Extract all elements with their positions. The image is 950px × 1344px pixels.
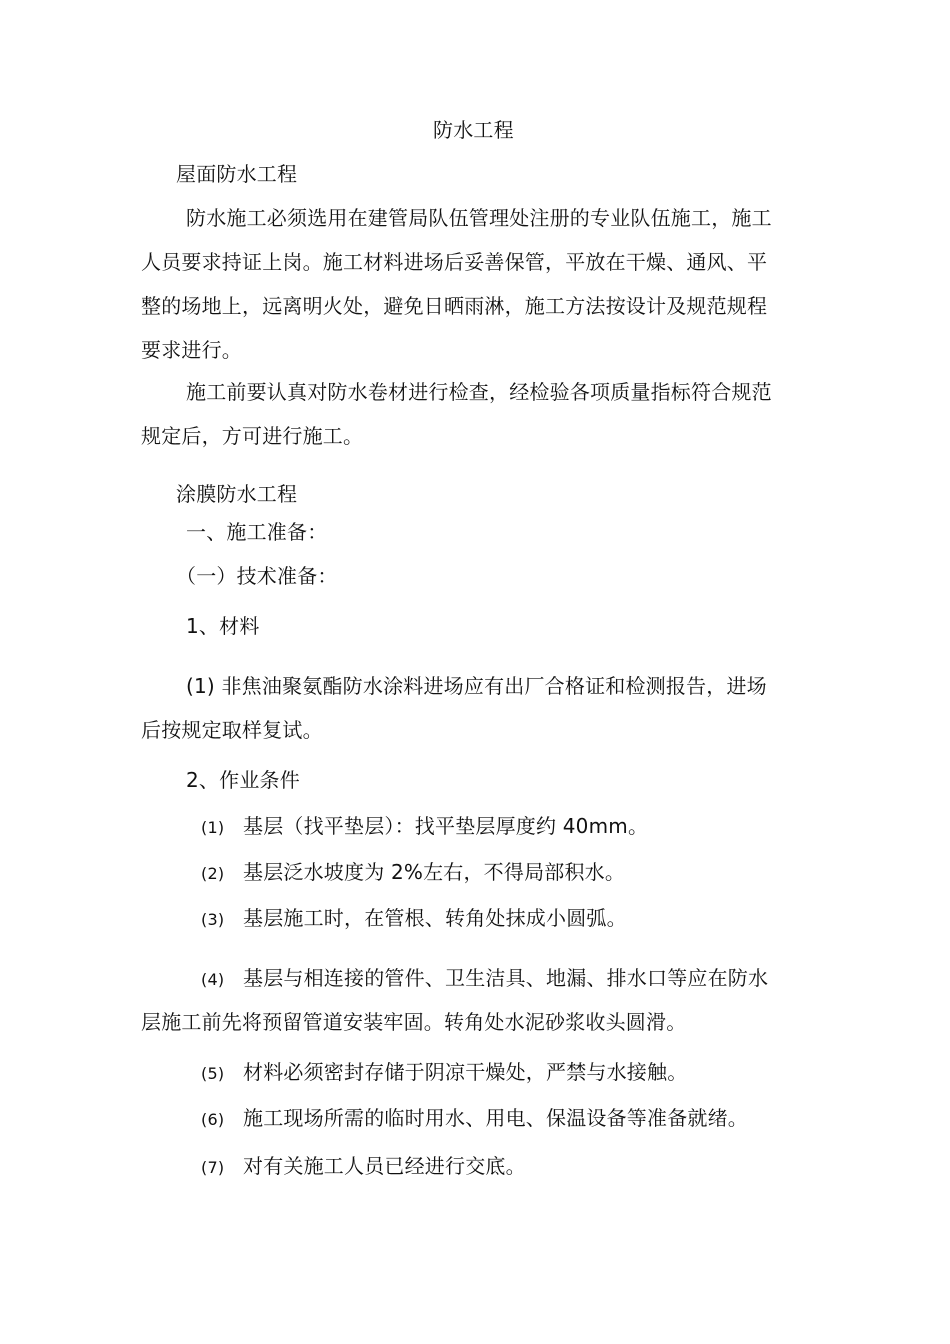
condition-text: 基层施工时，在管根、转角处抹成小圆弧。 [243, 906, 627, 930]
item-materials: 1、材料 [186, 614, 260, 638]
paragraph-line: 人员要求持证上岗。施工材料进场后妥善保管，平放在干燥、通风、平 [141, 250, 768, 274]
subheading-preparation: 一、施工准备： [186, 520, 328, 544]
condition-number: (5) [201, 1064, 225, 1083]
paragraph-line: 规定后，方可进行施工。 [141, 424, 364, 448]
paragraph-line: 防水施工必须选用在建管局队伍管理处注册的专业队伍施工，施工 [186, 206, 772, 230]
subheading-technical: （一）技术准备： [176, 564, 338, 588]
condition-text: 材料必须密封存储于阴凉干燥处，严禁与水接触。 [243, 1060, 688, 1084]
paragraph-line: 后按规定取样复试。 [141, 718, 323, 742]
condition-text-continued: 层施工前先将预留管道安装牢固。转角处水泥砂浆收头圆滑。 [141, 1010, 687, 1034]
page-title: 防水工程 [433, 118, 514, 142]
condition-number: (7) [201, 1158, 225, 1177]
condition-text: 施工现场所需的临时用水、用电、保温设备等准备就绪。 [243, 1106, 748, 1130]
paragraph-line: 要求进行。 [141, 338, 242, 362]
condition-text: 基层与相连接的管件、卫生洁具、地漏、排水口等应在防水 [243, 966, 769, 990]
condition-number: (4) [201, 970, 225, 989]
paragraph-line: 施工前要认真对防水卷材进行检查，经检验各项质量指标符合规范 [186, 380, 772, 404]
condition-text: 对有关施工人员已经进行交底。 [243, 1154, 526, 1178]
condition-number: (6) [201, 1110, 225, 1129]
section-heading-roof: 屋面防水工程 [176, 162, 298, 186]
condition-number: (1) [201, 818, 225, 837]
paragraph-line: 整的场地上，远离明火处，避免日晒雨淋，施工方法按设计及规范规程 [141, 294, 768, 318]
item-conditions: 2、作业条件 [186, 768, 300, 792]
condition-number: (2) [201, 864, 225, 883]
paragraph-line: (1) 非焦油聚氨酯防水涂料进场应有出厂合格证和检测报告，进场 [186, 674, 767, 698]
condition-text: 基层泛水坡度为 2%左右，不得局部积水。 [243, 860, 626, 884]
condition-text: 基层（找平垫层）：找平垫层厚度约 40mm。 [243, 814, 649, 838]
condition-number: (3) [201, 910, 225, 929]
section-heading-coating: 涂膜防水工程 [176, 482, 298, 506]
